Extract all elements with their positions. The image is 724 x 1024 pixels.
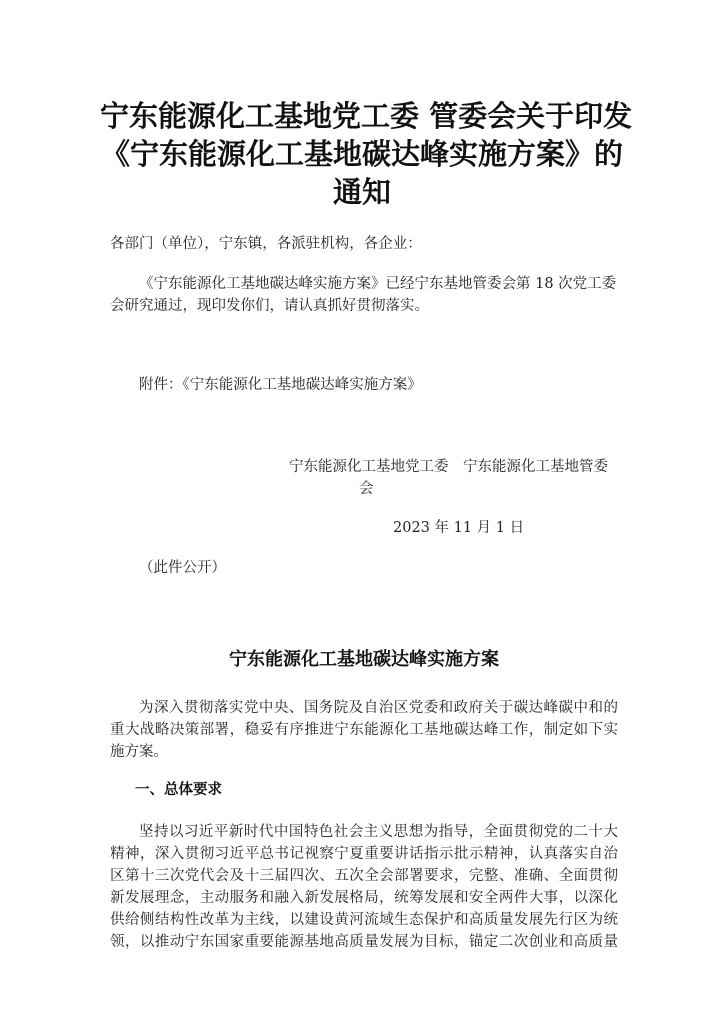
section1-line: 精神，深入贯彻习近平总书记视察宁夏重要讲话指示批示精神，认真落实自治 bbox=[110, 846, 618, 862]
disclosure-note: （此件公开） bbox=[139, 560, 226, 576]
section1-line: 新发展理念，主动服务和融入新发展格局，统筹发展和安全两件大事，以深化 bbox=[110, 890, 618, 906]
section1-line: 坚持以习近平新时代中国特色社会主义思想为指导，全面贯彻党的二十大 bbox=[139, 824, 618, 840]
section-heading: 一、总体要求 bbox=[135, 782, 222, 798]
intro-line: 施方案。 bbox=[110, 744, 168, 760]
attachment-line: 附件：《宁东能源化工基地碳达峰实施方案》 bbox=[139, 377, 422, 393]
notice-line: 《宁东能源化工基地碳达峰实施方案》已经宁东基地管委会第 18 次党工委 bbox=[139, 276, 617, 292]
signature-line: 会 bbox=[359, 481, 374, 497]
title-line: 《宁东能源化工基地碳达峰实施方案》的 bbox=[100, 137, 623, 171]
notice-paragraph bbox=[110, 273, 618, 317]
signature-line: 宁东能源化工基地党工委 宁东能源化工基地管委 bbox=[289, 459, 608, 475]
notice-line: 会研究通过，现印发你们，请认真抓好贯彻落实。 bbox=[110, 298, 429, 314]
section1-line: 区第十三次党代会及十三届四次、五次全会部署要求，完整、准确、全面贯彻 bbox=[110, 868, 618, 884]
intro-line: 为深入贯彻落实党中央、国务院及自治区党委和政府关于碳达峰碳中和的 bbox=[139, 700, 618, 716]
section1-line: 供给侧结构性改革为主线，以建设黄河流域生态保护和高质量发展先行区为统 bbox=[110, 912, 618, 928]
salutation: 各部门（单位），宁东镇，各派驻机构，各企业： bbox=[110, 236, 422, 252]
signature-block bbox=[289, 456, 629, 500]
issue-date: 2023 年 11 月 1 日 bbox=[393, 520, 525, 536]
document-title bbox=[100, 97, 633, 211]
title-line: 通知 bbox=[332, 175, 391, 209]
section1-paragraph bbox=[110, 821, 618, 953]
intro-line: 重大战略决策部署，稳妥有序推进宁东能源化工基地碳达峰工作，制定如下实 bbox=[110, 722, 618, 738]
title-line: 宁东能源化工基地党工委 管委会关于印发 bbox=[100, 99, 633, 133]
plan-title: 宁东能源化工基地碳达峰实施方案 bbox=[229, 649, 499, 670]
plan-intro-paragraph bbox=[110, 697, 618, 763]
section1-line: 领，以推动宁东国家重要能源基地高质量发展为目标，锚定二次创业和高质量 bbox=[110, 934, 618, 950]
